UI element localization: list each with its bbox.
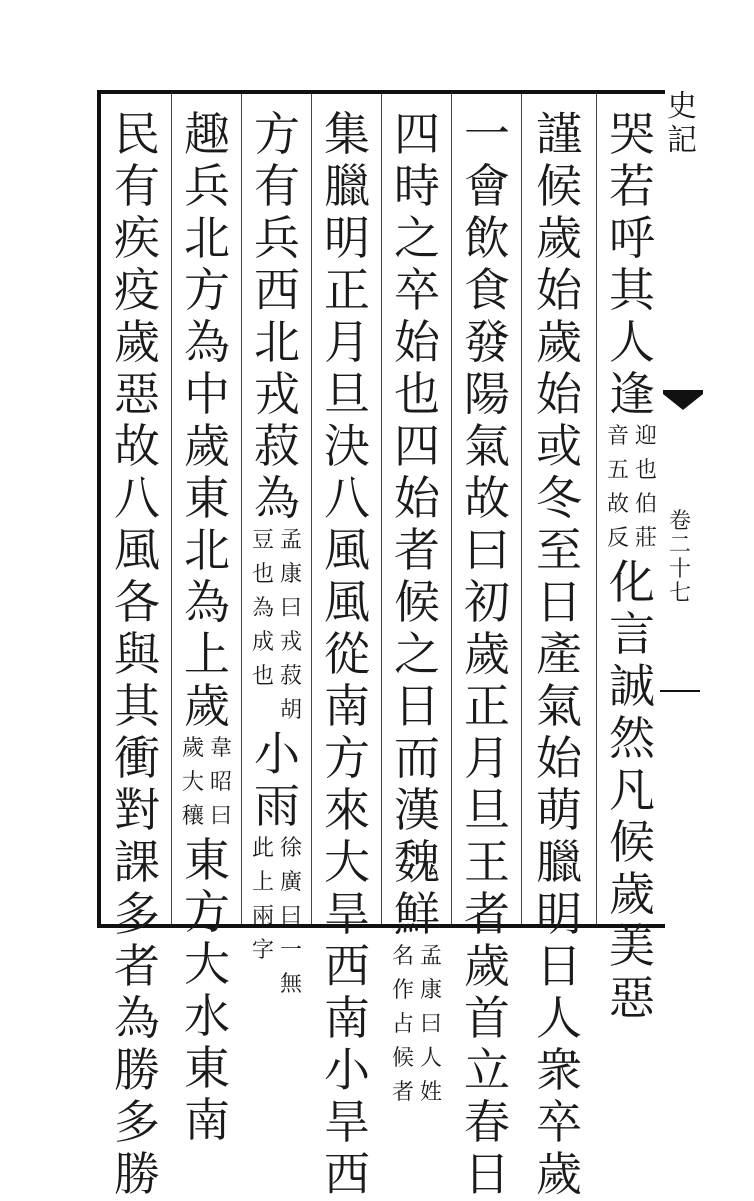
column-rule bbox=[241, 94, 242, 924]
column-main-text: 東 方 大 水 東 南 bbox=[184, 833, 230, 1147]
annotation-line: 徐 廣 曰 一 無 bbox=[279, 836, 302, 997]
column-main-text: 集 臘 明 正 月 旦 決 八 風 風 從 南 方 來 大 旱 西 南 小 旱 西 bbox=[324, 107, 370, 1201]
column-main-text: 一 會 飲 食 發 陽 氣 故 曰 初 歲 正 月 旦 王 者 歲 首 立 春 日 bbox=[464, 107, 510, 1201]
column-main-text: 小 雨 bbox=[254, 727, 300, 833]
column-rule bbox=[521, 94, 522, 924]
annotation-line: 此 上 兩 字 bbox=[251, 836, 274, 963]
annotation-line: 孟 康 曰 戎 菽 胡 bbox=[279, 528, 302, 723]
column-main-text: 謹 候 歲 始 歲 始 或 冬 至 日 產 氣 始 萌 臘 明 日 人 衆 卒 歲 bbox=[536, 107, 582, 1201]
column-main-text: 四 時 之 卒 始 也 四 始 者 候 之 日 而 漢 魏 鮮 bbox=[394, 107, 440, 941]
annotation-line: 豆 也 為 成 也 bbox=[251, 528, 274, 689]
column-rule bbox=[596, 94, 597, 924]
column-rule bbox=[451, 94, 452, 924]
annotation-line: 迎 也 伯 莊 bbox=[634, 424, 657, 551]
annotation-line: 韋 昭 曰 bbox=[209, 736, 232, 829]
fishtail-mark-icon bbox=[663, 390, 703, 420]
annotation bbox=[606, 420, 658, 556]
annotation bbox=[251, 832, 303, 1002]
column-main-text: 方 有 兵 西 北 戎 菽 為 bbox=[254, 107, 300, 525]
annotation bbox=[251, 524, 303, 728]
text-column-6 bbox=[249, 108, 305, 1002]
column-rule bbox=[311, 94, 312, 924]
annotation bbox=[181, 732, 233, 834]
annotation-line: 孟 康 曰 人 姓 bbox=[419, 944, 442, 1105]
text-page bbox=[97, 90, 665, 1201]
text-column-5 bbox=[319, 108, 375, 1200]
page-margin-heading bbox=[663, 90, 723, 928]
column-main-text: 趣 兵 北 方 為 中 歲 東 北 為 上 歲 bbox=[184, 107, 230, 733]
volume-number: 卷 二 十 七 bbox=[669, 509, 692, 606]
text-column-4 bbox=[389, 108, 445, 1110]
text-column-3 bbox=[459, 108, 515, 1200]
annotation-line: 音 五 故 反 bbox=[606, 424, 629, 551]
margin-tick bbox=[660, 690, 700, 692]
column-rule bbox=[381, 94, 382, 924]
column-main-text: 化 言 誠 然 凡 候 歲 美 惡 bbox=[609, 555, 655, 1025]
annotation-line: 歲 大 穰 bbox=[181, 736, 204, 829]
annotation-line: 名 作 占 候 者 bbox=[391, 944, 414, 1105]
text-column-8 bbox=[109, 108, 165, 1200]
column-main-text: 哭 若 呼 其 人 逢 bbox=[609, 107, 655, 421]
book-title: 史 記 bbox=[667, 89, 697, 158]
column-main-text: 民 有 疾 疫 歲 惡 故 八 風 各 與 其 衝 對 課 多 者 為 勝 多 勝 bbox=[114, 107, 160, 1201]
column-rule bbox=[171, 94, 172, 924]
annotation bbox=[391, 940, 443, 1110]
text-column-2 bbox=[531, 108, 587, 1200]
text-column-7 bbox=[179, 108, 235, 1146]
text-column-1 bbox=[604, 108, 660, 1024]
